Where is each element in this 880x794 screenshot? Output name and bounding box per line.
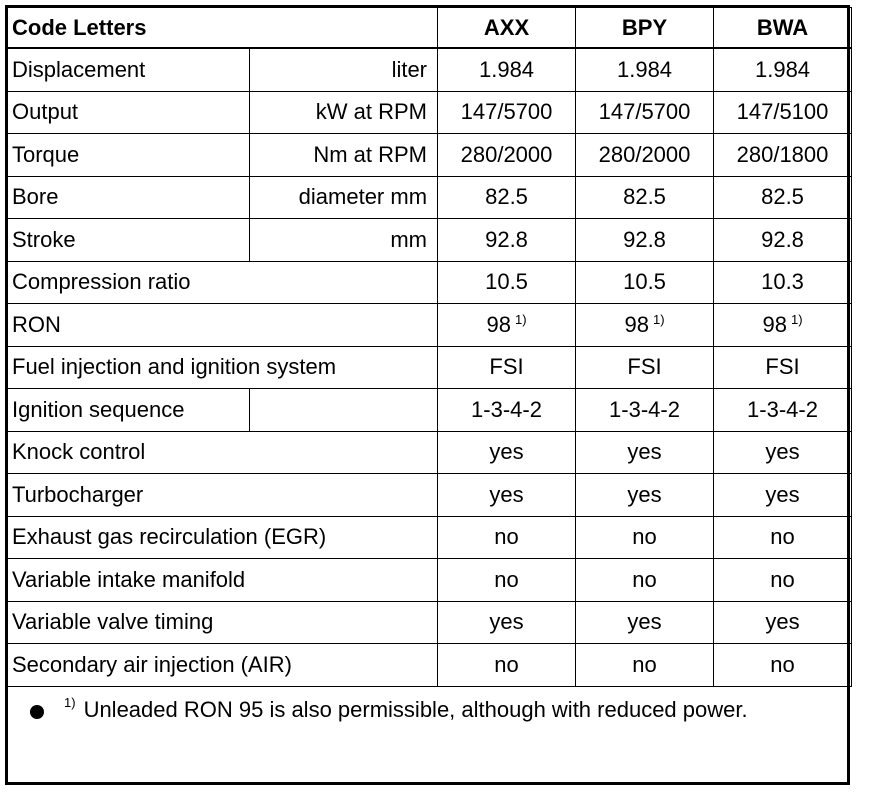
value-text: 98 [762, 311, 787, 337]
value-text: no [770, 566, 795, 592]
row-value [576, 346, 714, 389]
row-value [438, 134, 576, 177]
value-text: 280/2000 [598, 141, 691, 167]
row-value [714, 346, 852, 389]
row-label: RON [8, 304, 438, 347]
row-label: Bore [8, 176, 250, 219]
value-text: 10.5 [485, 269, 528, 295]
table-row [8, 346, 852, 389]
value-text: yes [489, 609, 524, 635]
row-value [576, 219, 714, 262]
row-label: Knock control [8, 431, 438, 474]
row-value [714, 304, 852, 347]
engine-code-bwa: BWA [714, 8, 852, 49]
row-value [714, 134, 852, 177]
value-text: yes [765, 609, 800, 635]
value-text: 92.8 [761, 226, 804, 252]
value-text: 1.984 [478, 56, 535, 82]
footnote-ref: 1) [652, 311, 665, 327]
table-row [8, 389, 852, 432]
value-text: FSI [627, 354, 662, 380]
row-value [576, 559, 714, 602]
value-text: 82.5 [623, 184, 666, 210]
value-text: FSI [489, 354, 524, 380]
value-text: yes [765, 439, 800, 465]
table-row [8, 644, 852, 687]
footnote-mark: 1) [64, 695, 76, 710]
value-text: yes [627, 609, 662, 635]
value-text: 82.5 [485, 184, 528, 210]
engine-specs-table [7, 7, 852, 687]
row-value [438, 48, 576, 91]
row-value [714, 559, 852, 602]
footnote-text: Unleaded RON 95 is also permissible, although with reduced power. [83, 697, 748, 722]
value-text: yes [765, 481, 800, 507]
value-text: 10.3 [761, 269, 804, 295]
row-value [714, 176, 852, 219]
value-text: 1-3-4-2 [471, 396, 542, 422]
value-text: 147/5100 [736, 99, 829, 125]
row-label: Compression ratio [8, 261, 438, 304]
value-text: no [770, 524, 795, 550]
table-row [8, 474, 852, 517]
table-row [8, 91, 852, 134]
row-value [714, 474, 852, 517]
value-text: 280/1800 [736, 141, 829, 167]
row-label: Displacement [8, 48, 250, 91]
row-value [576, 134, 714, 177]
row-value [714, 219, 852, 262]
value-text: 82.5 [761, 184, 804, 210]
row-value [576, 48, 714, 91]
value-text: FSI [765, 354, 800, 380]
row-unit [250, 389, 438, 432]
engine-code-axx: AXX [438, 8, 576, 49]
row-label: Secondary air injection (AIR) [8, 644, 438, 687]
table-row [8, 134, 852, 177]
row-label: Fuel injection and ignition system [8, 346, 438, 389]
row-value [438, 474, 576, 517]
value-text: no [632, 566, 657, 592]
row-value [714, 261, 852, 304]
row-value [576, 304, 714, 347]
row-value [438, 601, 576, 644]
value-text: 280/2000 [460, 141, 553, 167]
row-value [714, 644, 852, 687]
footnote-ref: 1) [790, 311, 803, 327]
row-value [438, 304, 576, 347]
row-unit: diameter mm [250, 176, 438, 219]
row-value [576, 176, 714, 219]
table-row [8, 261, 852, 304]
value-text: 98 [486, 311, 511, 337]
value-text: yes [627, 481, 662, 507]
row-label: Variable intake manifold [8, 559, 438, 602]
value-text: no [494, 524, 519, 550]
table-row [8, 431, 852, 474]
value-text: no [494, 651, 519, 677]
table-row [8, 601, 852, 644]
row-value [714, 516, 852, 559]
table-row [8, 559, 852, 602]
row-value [438, 389, 576, 432]
value-text: 10.5 [623, 269, 666, 295]
header-label: Code Letters [8, 8, 438, 49]
row-label: Exhaust gas recirculation (EGR) [8, 516, 438, 559]
value-text: no [770, 651, 795, 677]
value-text: 147/5700 [598, 99, 691, 125]
row-value [576, 261, 714, 304]
row-value [438, 91, 576, 134]
footnote-ref: 1) [514, 311, 527, 327]
row-label: Variable valve timing [8, 601, 438, 644]
header-row [8, 8, 852, 49]
row-value [438, 559, 576, 602]
row-value [714, 91, 852, 134]
row-label: Output [8, 91, 250, 134]
row-value [714, 389, 852, 432]
row-value [438, 516, 576, 559]
value-text: no [494, 566, 519, 592]
table-row [8, 176, 852, 219]
row-value [438, 261, 576, 304]
row-value [438, 176, 576, 219]
row-value [576, 644, 714, 687]
value-text: 1.984 [754, 56, 811, 82]
row-label: Stroke [8, 219, 250, 262]
table-row [8, 304, 852, 347]
row-value [576, 474, 714, 517]
value-text: no [632, 524, 657, 550]
value-text: 1.984 [616, 56, 673, 82]
row-label: Ignition sequence [8, 389, 250, 432]
row-unit: Nm at RPM [250, 134, 438, 177]
row-value [576, 389, 714, 432]
value-text: yes [489, 439, 524, 465]
row-unit: mm [250, 219, 438, 262]
row-unit: liter [250, 48, 438, 91]
value-text: no [632, 651, 657, 677]
row-value [438, 346, 576, 389]
table-row [8, 48, 852, 91]
row-value [438, 431, 576, 474]
row-value [438, 219, 576, 262]
row-value [576, 601, 714, 644]
value-text: 1-3-4-2 [609, 396, 680, 422]
row-value [714, 48, 852, 91]
row-value [576, 516, 714, 559]
bullet-icon [30, 705, 44, 719]
engine-code-bpy: BPY [576, 8, 714, 49]
row-value [438, 644, 576, 687]
value-text: yes [489, 481, 524, 507]
row-value [576, 431, 714, 474]
row-label: Turbocharger [8, 474, 438, 517]
value-text: yes [627, 439, 662, 465]
value-text: 147/5700 [460, 99, 553, 125]
row-unit: kW at RPM [250, 91, 438, 134]
table-row [8, 219, 852, 262]
value-text: 98 [624, 311, 649, 337]
value-text: 1-3-4-2 [747, 396, 818, 422]
row-value [576, 91, 714, 134]
value-text: 92.8 [623, 226, 666, 252]
row-label: Torque [8, 134, 250, 177]
table-row [8, 516, 852, 559]
row-value [714, 431, 852, 474]
row-value [714, 601, 852, 644]
value-text: 92.8 [485, 226, 528, 252]
footnote [30, 697, 748, 723]
